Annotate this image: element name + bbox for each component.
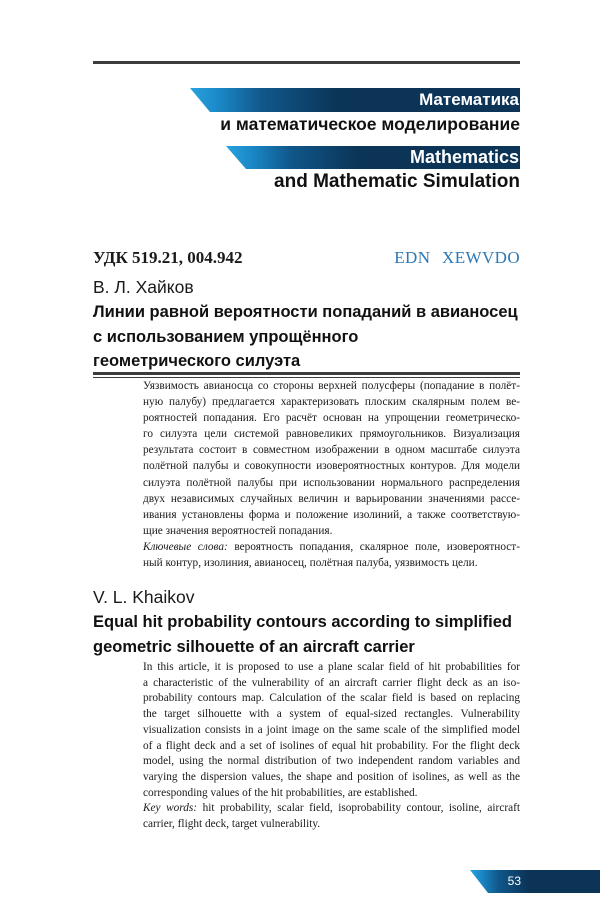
keywords-line: [143, 801, 520, 817]
title-line: с использованием упрощённого: [93, 325, 518, 350]
keywords-label: Ключевые слова:: [143, 541, 228, 553]
abstract-line: силуэта полётной палубы при использовании нормального распределения: [143, 475, 520, 491]
abstract-line: probability contours map. Calculation of the scalar field is based on replacing: [143, 691, 520, 707]
top-rule: [93, 61, 520, 64]
abstract-line: щие значения вероятностей попадания.: [143, 523, 520, 539]
abstract-line: corresponding values of the hit probabilities, are established.: [143, 786, 520, 802]
author-ru: В. Л. Хайков: [93, 276, 194, 298]
page-number-badge: [470, 870, 600, 893]
abstract-en: [143, 660, 520, 833]
abstract-line: varying the dispersion values, the shape and position of isolines, as well as the: [143, 770, 520, 786]
abstract-line: результата состоит в совместном изображении в одном масштабе силуэта: [143, 442, 520, 458]
title-line: geometric silhouette of an aircraft carrier: [93, 635, 512, 660]
abstract-line: Уязвимость авианосца со стороны верхней полусферы (попадание в полёт-: [143, 378, 520, 394]
abstract-line: visualization consists in a joint image on the same scale of the simplified model: [143, 723, 520, 739]
abstract-line: роятностей попадания. Его расчёт основан на упрощении геометрическо-: [143, 410, 520, 426]
title-line: Линии равной вероятности попаданий в авианосец: [93, 300, 518, 325]
article-title-ru: [93, 300, 518, 374]
keywords-label: Key words:: [143, 802, 197, 814]
udk-code: УДК 519.21, 004.942: [93, 247, 243, 269]
abstract-line: ивания установлены форма и положение изолиний, а также соответствую-: [143, 507, 520, 523]
title-line: Equal hit probability contours according to simplified: [93, 610, 512, 635]
keywords-line: ный контур, изолиния, авианосец, полётная палуба, уязвимость цели.: [143, 555, 520, 571]
abstract-line: a characteristic of the vulnerability of an aircraft carrier flight deck as an iso-: [143, 676, 520, 692]
keywords-line: [143, 539, 520, 555]
section-subtitle-ru: и математическое моделирование: [220, 112, 520, 136]
keywords-text: вероятность попадания, скалярное поле, изовероятност-: [234, 541, 520, 553]
edn-code: EDN XEWVDO: [394, 247, 520, 269]
abstract-line: of a flight deck and a set of isolines of equal hit probability. For the flight deck: [143, 739, 520, 755]
section-subtitle-en: and Mathematic Simulation: [274, 170, 520, 194]
section-banner-en-label: Mathematics: [410, 147, 519, 167]
section-banner-ru: [190, 88, 520, 112]
keywords-text: hit probability, scalar field, isoprobability contour, isoline, aircraft: [203, 802, 520, 814]
abstract-line: model, using the normal distribution of two independent random variables and: [143, 754, 520, 770]
page-number: 53: [508, 874, 521, 888]
keywords-line: carrier, flight deck, target vulnerability.: [143, 817, 520, 833]
abstract-line: двух независимых случайных величин и варьировании значениями рассе-: [143, 491, 520, 507]
author-en: V. L. Khaikov: [93, 586, 195, 608]
abstract-line: полётной палубы и совокупности изовероятностных контуров. Для модели: [143, 458, 520, 474]
abstract-line: ную палубу) предлагается характеризовать плоским скалярным полем ве-: [143, 394, 520, 410]
abstract-line: In this article, it is proposed to use a plane scalar field of hit probabilities for: [143, 660, 520, 676]
article-title-en: [93, 610, 512, 659]
section-banner-en: [226, 146, 520, 169]
section-banner-ru-label: Математика: [419, 90, 519, 109]
abstract-ru: [143, 378, 520, 571]
title-rule-thick: [93, 372, 520, 375]
abstract-line: the target silhouette with a system of equal-sized rectangles. Vulnerability: [143, 707, 520, 723]
abstract-line: го силуэта цели системой равновеликих прямоугольников. Визуализация: [143, 426, 520, 442]
title-line: геометрического силуэта: [93, 349, 518, 374]
